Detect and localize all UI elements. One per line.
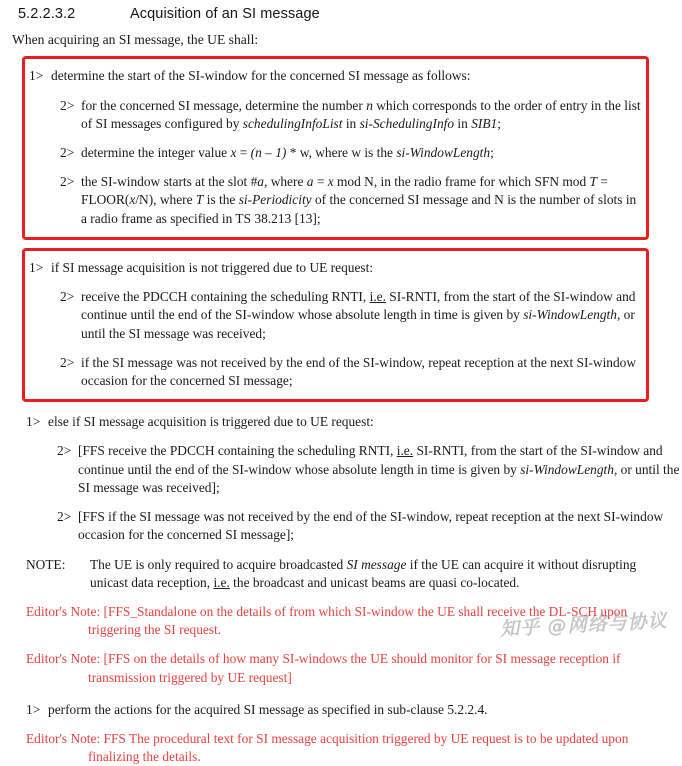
clause-number: 5.2.2.3.2 xyxy=(18,6,76,22)
intro-paragraph: When acquiring an SI message, the UE shall: xyxy=(12,32,259,47)
list-item xyxy=(25,144,642,162)
zhihu-watermark: 知乎 @网络与协议 xyxy=(499,609,669,641)
field-sib1: SIB1 xyxy=(471,115,498,131)
var-a: a xyxy=(306,174,314,190)
list-item-text: [FFS receive the PDCCH containing the scheduling RNTI, i.e. SI-RNTI, from the start of the SI-window and continue until the end of the SI-window whose absolute length in time is given by si-WindowLength, or until the SI message was received]; xyxy=(78,443,680,495)
list-item-text: if SI message acquisition is not triggered due to UE request: xyxy=(51,259,374,275)
list-marker: 2> xyxy=(60,174,75,190)
list-item-text: receive the PDCCH containing the scheduling RNTI, i.e. SI-RNTI, from the start of the SI-window and continue until the end of the SI-window whose absolute length in time is given by si-WindowLength, or until the SI message was received; xyxy=(81,289,636,341)
list-marker: 1> xyxy=(26,701,41,717)
spacer xyxy=(25,133,642,144)
list-marker: 1> xyxy=(29,259,44,275)
list-item xyxy=(25,354,642,390)
editors-note-line: transmission triggered by UE request] xyxy=(88,669,292,685)
editors-note-3 xyxy=(0,730,682,766)
abbrev-ie: i.e. xyxy=(213,574,230,590)
list-marker: 1> xyxy=(26,414,41,430)
editors-note-line: finalizing the details. xyxy=(88,749,201,765)
clause-title: Acquisition of an SI message xyxy=(130,6,320,22)
spacer xyxy=(25,86,642,97)
note-label: NOTE: xyxy=(26,556,66,572)
editors-note-2 xyxy=(0,650,682,686)
spacer xyxy=(25,343,642,354)
var-x: x xyxy=(129,192,136,208)
var-x: x xyxy=(327,174,334,190)
list-item xyxy=(25,259,642,277)
field-si-schedulinginfo: si-SchedulingInfo xyxy=(359,115,455,131)
spacer xyxy=(0,240,682,248)
list-marker: 2> xyxy=(60,97,75,113)
list-item-text: the SI-window starts at the slot #a, where a = x mod N, in the radio frame for which SFN mod T = FLOOR(x/N), where T is the si-Periodicity of the concerned SI message and N is the number of slots in a radio frame as specified in TS 38.213 [13]; xyxy=(81,174,637,226)
spacer xyxy=(25,162,642,173)
field-schedulinginfolist: schedulingInfoList xyxy=(242,115,343,131)
field-si-windowlength: si-WindowLength xyxy=(523,307,617,323)
spacer xyxy=(0,687,682,701)
var-n: n xyxy=(366,97,373,113)
math-expression: (n – 1) xyxy=(250,145,287,160)
list-item xyxy=(25,173,642,228)
list-item-text: else if SI message acquisition is triggered due to UE request: xyxy=(48,414,374,430)
list-item-text: [FFS if the SI message was not received by the end of the SI-window, repeat reception at the next SI-window occasion for the concerned SI message]; xyxy=(78,509,664,543)
spacer xyxy=(0,592,682,603)
editors-note-1 xyxy=(0,603,682,639)
list-marker: 2> xyxy=(60,289,75,305)
spacer xyxy=(0,402,682,413)
list-item-ffs-2 xyxy=(0,508,682,544)
abbrev-ie: i.e. xyxy=(369,289,386,305)
spacer xyxy=(0,545,682,556)
spacer xyxy=(25,277,642,288)
field-si-windowlength: si-WindowLength xyxy=(520,461,614,477)
list-item-perform xyxy=(0,701,682,719)
list-marker: 2> xyxy=(57,509,72,525)
list-item-text: if the SI message was not received by the end of the SI-window, repeat reception at the next SI-window occasion for the concerned SI message; xyxy=(81,354,637,388)
abbrev-ie: i.e. xyxy=(396,443,414,459)
list-item xyxy=(25,97,642,133)
list-item xyxy=(25,67,642,85)
editors-note-line: Editor's Note: [FFS on the details of how many SI-windows the UE should monitor for SI message reception if xyxy=(26,651,621,667)
field-si-periodicity: si-Periodicity xyxy=(238,192,312,208)
list-item-text: perform the actions for the acquired SI message as specified in sub-clause 5.2.2.4. xyxy=(48,701,488,717)
term-si-message: SI message xyxy=(346,556,407,572)
list-marker: 2> xyxy=(57,443,72,459)
highlight-box-1 xyxy=(22,56,649,240)
spacer xyxy=(0,431,682,442)
spacer xyxy=(0,719,682,730)
var-T: T xyxy=(589,174,597,190)
list-marker: 2> xyxy=(60,354,75,370)
list-marker: 2> xyxy=(60,145,75,160)
list-marker: 1> xyxy=(29,68,44,84)
field-si-windowlength: si-WindowLength xyxy=(396,145,491,160)
editors-note-line: triggering the SI request. xyxy=(88,622,222,638)
var-a: a xyxy=(257,174,264,190)
clause-heading xyxy=(0,0,682,22)
var-T: T xyxy=(195,192,204,208)
list-item-text: determine the integer value x = (n – 1) * w, where w is the si-WindowLength; xyxy=(81,145,494,160)
editors-note-line: Editor's Note: FFS The procedural text for SI message acquisition triggered by UE request is to be updated upon xyxy=(26,731,629,747)
var-x: x xyxy=(230,145,237,160)
note-text: The UE is only required to acquire broadcasted SI message if the UE can acquire it without disrupting unicast data reception, i.e. the broadcast and unicast beams are quasi co-located. xyxy=(90,556,637,590)
list-item-ffs-1 xyxy=(0,442,682,497)
highlight-box-2 xyxy=(22,248,649,402)
list-item-text: determine the start of the SI-window for the concerned SI message as follows: xyxy=(51,68,471,84)
list-item-elseif xyxy=(0,413,682,431)
note-block xyxy=(0,556,682,592)
spacer xyxy=(0,497,682,508)
list-item-text: for the concerned SI message, determine the number n which corresponds to the order of entry in the list of SI messages configured by schedulingInfoList in si-SchedulingInfo in SIB1; xyxy=(81,97,641,131)
spacer xyxy=(0,639,682,650)
editors-note-line: Editor's Note: [FFS_Standalone on the details of from which SI-window the UE shall receive the DL-SCH upon xyxy=(26,603,628,619)
list-item xyxy=(25,288,642,343)
